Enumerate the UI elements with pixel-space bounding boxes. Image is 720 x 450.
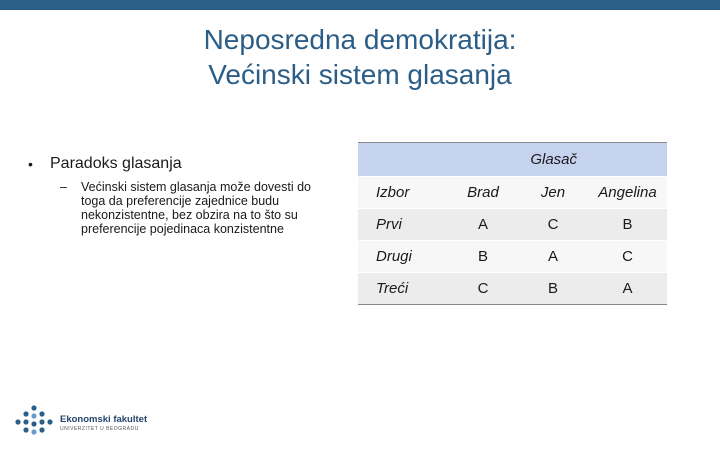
- table-cell: A: [588, 273, 667, 305]
- table-cell: B: [588, 209, 667, 241]
- table-cell: A: [518, 241, 588, 273]
- table-cell: B: [518, 273, 588, 305]
- table-cell: C: [518, 209, 588, 241]
- voting-table: [358, 142, 667, 305]
- table-group-header-row: [358, 143, 667, 177]
- table-cell: Prvi: [358, 209, 448, 241]
- bullet-text: Paradoks glasanja: [50, 155, 182, 172]
- table-header-row: [358, 177, 667, 209]
- table-cell: Jen: [518, 177, 588, 209]
- dot-cluster-logo-icon: [12, 404, 60, 440]
- slide-title: [0, 22, 720, 92]
- table-cell: Angelina: [588, 177, 667, 209]
- sub-bullet-text: Većinski sistem glasanja može dovesti do toga da preferencije zajednice budu nekonzistentne, bez obzira na to što su preferencije pojedinaca konzistentne: [81, 180, 311, 236]
- table-cell: Drugi: [358, 241, 448, 273]
- table-group-header: [358, 143, 667, 177]
- table-row: [358, 209, 667, 241]
- table-cell: Treći: [358, 273, 448, 305]
- title-line-1: Neposredna demokratija:: [203, 24, 517, 55]
- bullet-dot: •: [28, 156, 33, 172]
- table-cell: B: [448, 241, 518, 273]
- top-accent-bar: [0, 0, 720, 10]
- title-line-2: Većinski sistem glasanja: [208, 59, 512, 90]
- sub-bullet-dash: –: [60, 180, 67, 194]
- table-cell: Izbor: [358, 177, 448, 209]
- table-cell: A: [448, 209, 518, 241]
- group-header-label: Glasač: [530, 151, 577, 168]
- table-cell: Brad: [448, 177, 518, 209]
- table-cell: C: [448, 273, 518, 305]
- table-row: [358, 273, 667, 305]
- table-row: [358, 241, 667, 273]
- logo-subtitle: UNIVERZITET U BEOGRADU: [60, 426, 139, 432]
- table-cell: C: [588, 241, 667, 273]
- logo-name: Ekonomski fakultet: [60, 414, 148, 425]
